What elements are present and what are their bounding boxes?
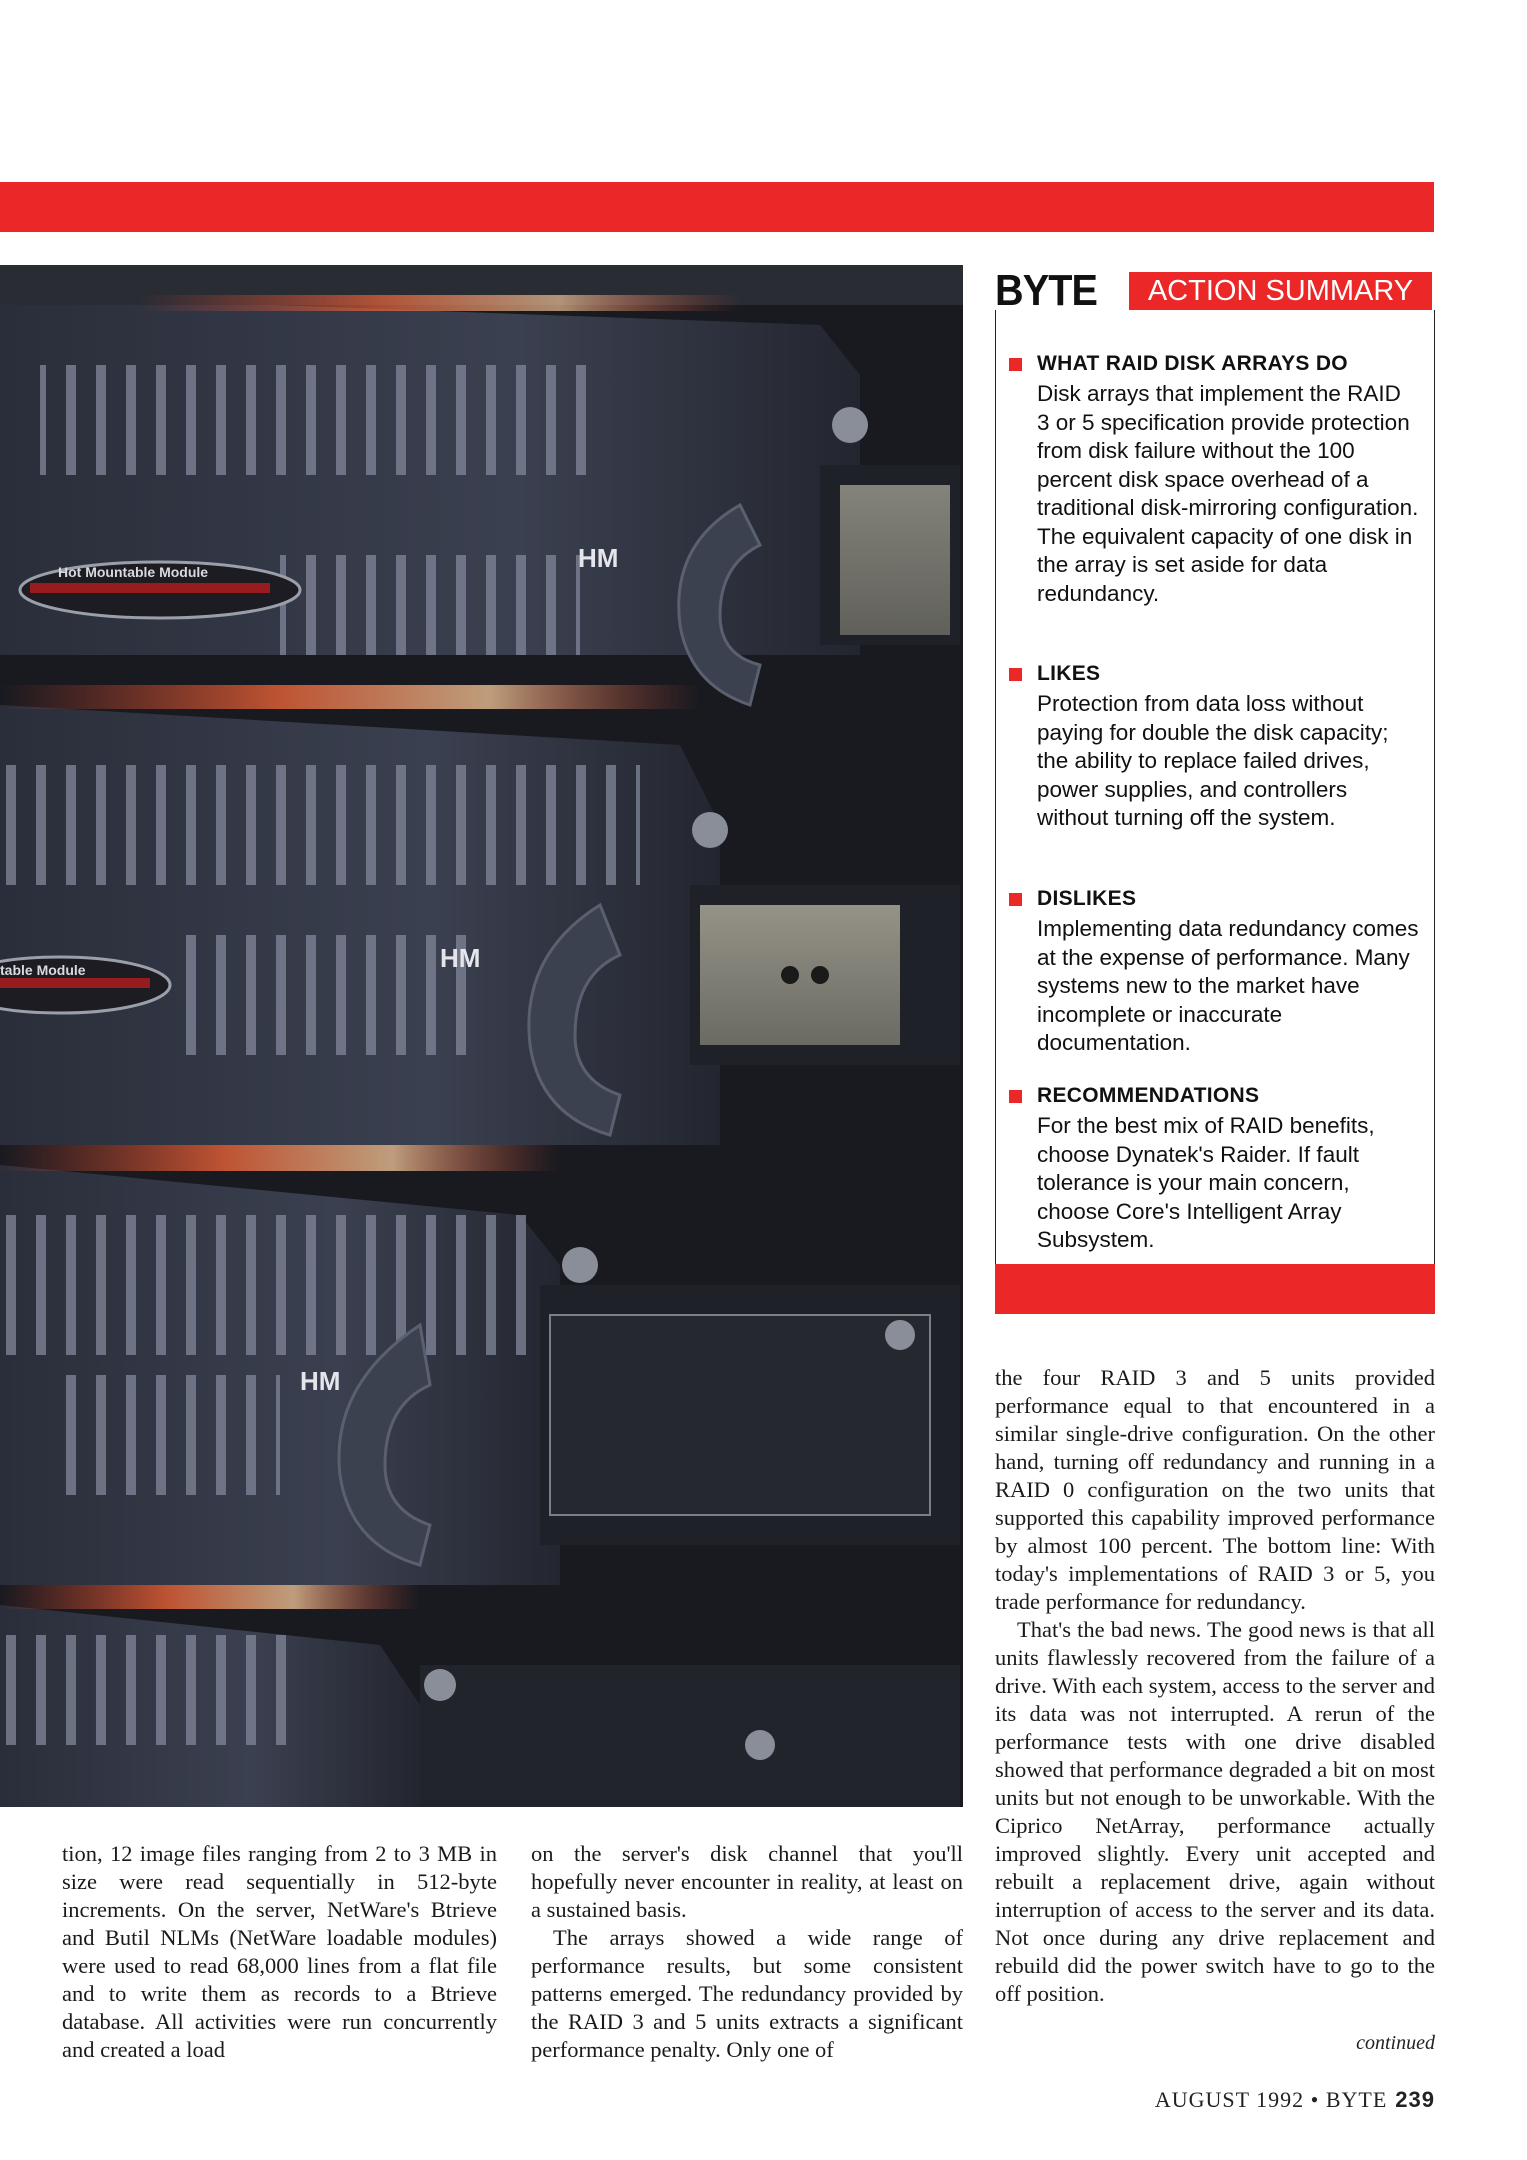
page-footer (1155, 2087, 1435, 2113)
article-paragraph: tion, 12 image files ranging from 2 to 3 MB in size were read sequentially in 512-byte increments. On the server, NetWare's Btrieve and Butil NLMs (NetWare loadable modules) were used to read 68,000 lines from a flat file and to write them as records to a Btrieve database. All activities were run concurrently and created a load (62, 1841, 497, 2062)
summary-heading: RECOMMENDATIONS (1037, 1084, 1260, 1107)
brand-mark-3: HM (300, 1366, 341, 1396)
page-number: 239 (1395, 2087, 1435, 2112)
article-column-3 (995, 1364, 1435, 2008)
brand-mark-1: HM (578, 543, 619, 573)
disk-array-illustration (0, 265, 963, 1807)
drive-module-1 (0, 265, 963, 705)
issue-line: AUGUST 1992 • BYTE (1154, 2087, 1388, 2112)
article-column-2 (531, 1840, 963, 2064)
summary-body: Disk arrays that implement the RAID 3 or 5 specification provide protection from disk failure without the 100 percent disk space overhead of a traditional disk-mirroring configuration. The equivalent capacity of one disk in the array is set aside for data redundancy. (1037, 381, 1419, 606)
article-paragraph: The arrays showed a wide range of performance results, but some consistent patterns emerged. The redundancy provided by the RAID 3 and 5 units extracts a significant performance penalty. Only one of (531, 1925, 963, 2062)
summary-item-likes (1009, 660, 1419, 833)
summary-item-recommendations (1009, 1082, 1419, 1255)
summary-body: Implementing data redundancy comes at the expense of performance. Many systems new to the market have incomplete or inaccurate documentation. (1037, 916, 1419, 1055)
summary-item-dislikes (1009, 885, 1419, 1058)
article-paragraph: the four RAID 3 and 5 units provided performance equal to that encountered in a similar single-drive configuration. On the other hand, turning off redundancy and running in a RAID 0 configuration on the two units that supported this capability improved performance by almost 100 percent. The bottom line: With today's implementations of RAID 3 or 5, you trade performance for redundancy. (995, 1365, 1435, 1614)
disk-array-photo (0, 265, 963, 1807)
article-paragraph: That's the bad news. The good news is that all units flawlessly recovered from the failure of a drive. With each system, access to the server and its data was not interrupted. A rerun of the performance tests with one drive disabled showed that performance degraded a bit on most units but not enough to be unworkable. With the Ciprico NetArray, performance actually improved slightly. Every unit accepted and rebuilt a replacement drive, again without interruption of access to the server and its data. Not once during any drive replacement and rebuild did the power switch have to go to the off position. (995, 1617, 1435, 2006)
top-red-bar (0, 182, 1434, 232)
red-square-bullet (1009, 668, 1022, 681)
summary-item-what-raid (1009, 350, 1419, 608)
red-square-bullet (1009, 893, 1022, 906)
brand-mark-2: HM (440, 943, 481, 973)
red-square-bullet (1009, 358, 1022, 371)
summary-heading: DISLIKES (1037, 887, 1137, 910)
action-summary-label: ACTION SUMMARY (1129, 272, 1432, 310)
summary-heading: LIKES (1037, 662, 1101, 685)
article-column-1 (62, 1840, 497, 2064)
article-paragraph: on the server's disk channel that you'll hopefully never encounter in reality, at least on a sustained basis. (531, 1841, 963, 1922)
summary-body: Protection from data loss without paying for double the disk capacity; the ability to replace failed drives, power supplies, and controllers without turning off the system. (1037, 691, 1389, 830)
module-label-1: Hot Mountable Module (58, 564, 209, 580)
action-summary-header (995, 266, 1435, 315)
module-label-2: table Module (0, 962, 86, 978)
action-summary-footer-bar (995, 1264, 1435, 1314)
summary-body: For the best mix of RAID benefits, choose Dynatek's Raider. If fault tolerance is your main concern, choose Core's Intelligent Array Subsystem. (1037, 1113, 1375, 1252)
red-square-bullet (1009, 1090, 1022, 1103)
byte-logo: BYTE (995, 266, 1098, 315)
summary-heading: WHAT RAID DISK ARRAYS DO (1037, 352, 1348, 375)
action-summary (995, 266, 1435, 1315)
continued-note: continued (1356, 2032, 1435, 2054)
